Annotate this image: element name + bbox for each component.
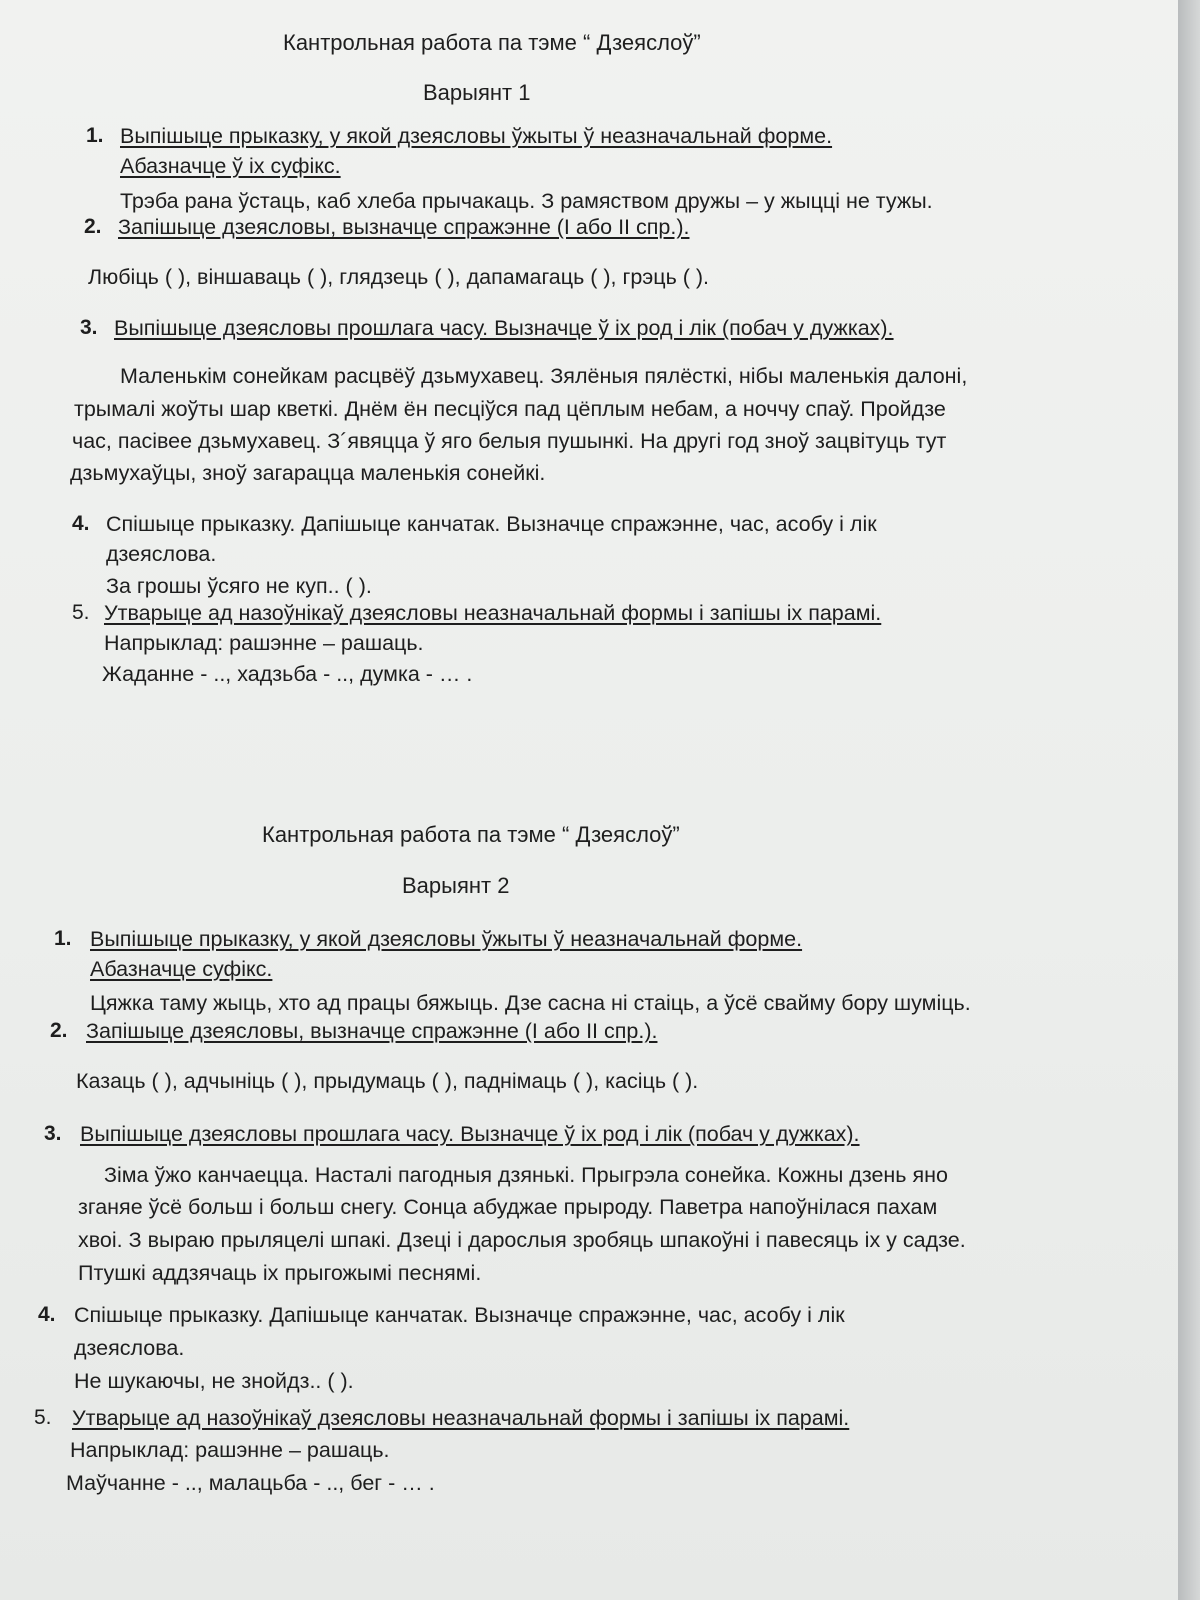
v1-task3-instruction: Выпішыце дзеясловы прошлага часу. Вызначце ў іх род і лік (побач у дужках). [114,316,894,340]
v2-task3-text-line3: хвоі. З выраю прыляцелі шпакі. Дзеці і дарослыя зробяць шпакоўні і павесяць іх у садзе. [78,1228,966,1252]
v2-task2-words: Казаць ( ), адчыніць ( ), прыдумаць ( ), паднімаць ( ), касіць ( ). [76,1069,699,1093]
v1-task2-words: Любіць ( ), віншаваць ( ), глядзець ( ), дапамагаць ( ), грэць ( ). [88,265,710,289]
v2-task5-instruction: Утварыце ад назоўнікаў дзеясловы неазначальнай формы і запішы іх парамі. [72,1406,850,1430]
v1-task1-instruction: Выпішыце прыказку, у якой дзеясловы ўжыты ў неазначальнай форме. [120,124,833,148]
v2-task4-proverb: Не шукаючы, не знойдз.. ( ). [74,1369,354,1393]
v1-task1-instruction-cont: Абазначце ў іх суфікс. [120,154,341,178]
v1-task3-text-line1: Маленькім сонейкам расцвёў дзьмухавец. Зялёныя пялёсткі, нібы маленькія далоні, [120,364,968,388]
v1-task5-number: 5. [72,601,90,624]
v2-task1-proverb: Цяжка таму жыць, хто ад працы бяжыць. Дзе сасна ні стаіць, а ўсё свайму бору шуміць. [90,991,971,1015]
v2-task3-text-line4: Птушкі аддзячаць іх прыгожымі песнямі. [78,1261,482,1285]
v1-task4-proverb: За грошы ўсяго не куп.. ( ). [106,574,372,598]
page-edge-shadow [1178,0,1200,1600]
v2-task3-text-line1: Зіма ўжо канчаецца. Насталі пагодныя дзянькі. Прыгрэла сонейка. Кожны дзень яно [104,1163,948,1187]
v1-task1-proverb: Трэба рана ўстаць, каб хлеба прычакаць. З рамяством дружы – у жыцці не тужы. [120,189,933,213]
v1-title: Кантрольная работа па тэме “ Дзеяслоў” [283,30,701,55]
v1-task3-text-line4: дзьмухаўцы, зноў загарацца маленькія сонейкі. [70,461,546,485]
v1-variant-heading: Варыянт 1 [423,80,531,105]
v2-title: Кантрольная работа па тэме “ Дзеяслоў” [262,822,680,847]
v2-variant-heading: Варыянт 2 [402,873,510,898]
v2-task5-number: 5. [34,1406,52,1429]
v1-task5-words: Жаданне - .., хадзьба - .., думка - … . [102,662,473,686]
v2-task4-instruction-cont: дзеяслова. [74,1336,185,1360]
v2-task4-instruction: Спішыце прыказку. Дапішыце канчатак. Вызначце спражэнне, час, асобу і лік [74,1303,845,1327]
v2-task5-example: Напрыклад: рашэнне – рашаць. [70,1438,390,1462]
v2-task3-number: 3. [44,1122,62,1145]
v1-task2-number: 2. [84,215,102,238]
v1-task3-number: 3. [80,316,98,339]
v2-task1-instruction: Выпішыце прыказку, у якой дзеясловы ўжыты ў неазначальнай форме. [90,927,803,951]
v2-task5-words: Маўчанне - .., малацьба - .., бег - … . [66,1471,435,1495]
v1-task4-instruction-cont: дзеяслова. [106,542,217,566]
v2-task3-instruction: Выпішыце дзеясловы прошлага часу. Вызначце ў іх род і лік (побач у дужках). [80,1122,860,1146]
v2-task4-number: 4. [38,1303,56,1326]
v1-task3-text-line2: трымалі жоўты шар кветкі. Днём ён песціўся пад цёплым небам, а ноччу спаў. Пройдзе [74,397,946,421]
v1-task5-example: Напрыклад: рашэнне – рашаць. [104,631,424,655]
v1-task5-instruction: Утварыце ад назоўнікаў дзеясловы неазначальнай формы і запішы іх парамі. [104,601,882,625]
v1-task2-instruction: Запішыце дзеясловы, вызначце спражэнне (І або ІІ спр.). [118,215,690,239]
v2-task1-instruction-cont: Абазначце суфікс. [90,957,273,981]
v1-task3-text-line3: час, пасівее дзьмухавец. З´явяцца ў яго белыя пушынкі. На другі год зноў зацвітуць тут [72,429,947,453]
v2-task2-number: 2. [50,1019,68,1042]
v2-task1-number: 1. [54,927,72,950]
v2-task3-text-line2: зганяе ўсё больш і больш снегу. Сонца абуджае прыроду. Паветра напоўнілася пахам [78,1195,938,1219]
v1-task4-number: 4. [72,512,90,535]
v2-task2-instruction: Запішыце дзеясловы, вызначце спражэнне (І або ІІ спр.). [86,1019,658,1043]
v1-task4-instruction: Спішыце прыказку. Дапішыце канчатак. Вызначце спражэнне, час, асобу і лік [106,512,877,536]
v1-task1-number: 1. [86,124,104,147]
